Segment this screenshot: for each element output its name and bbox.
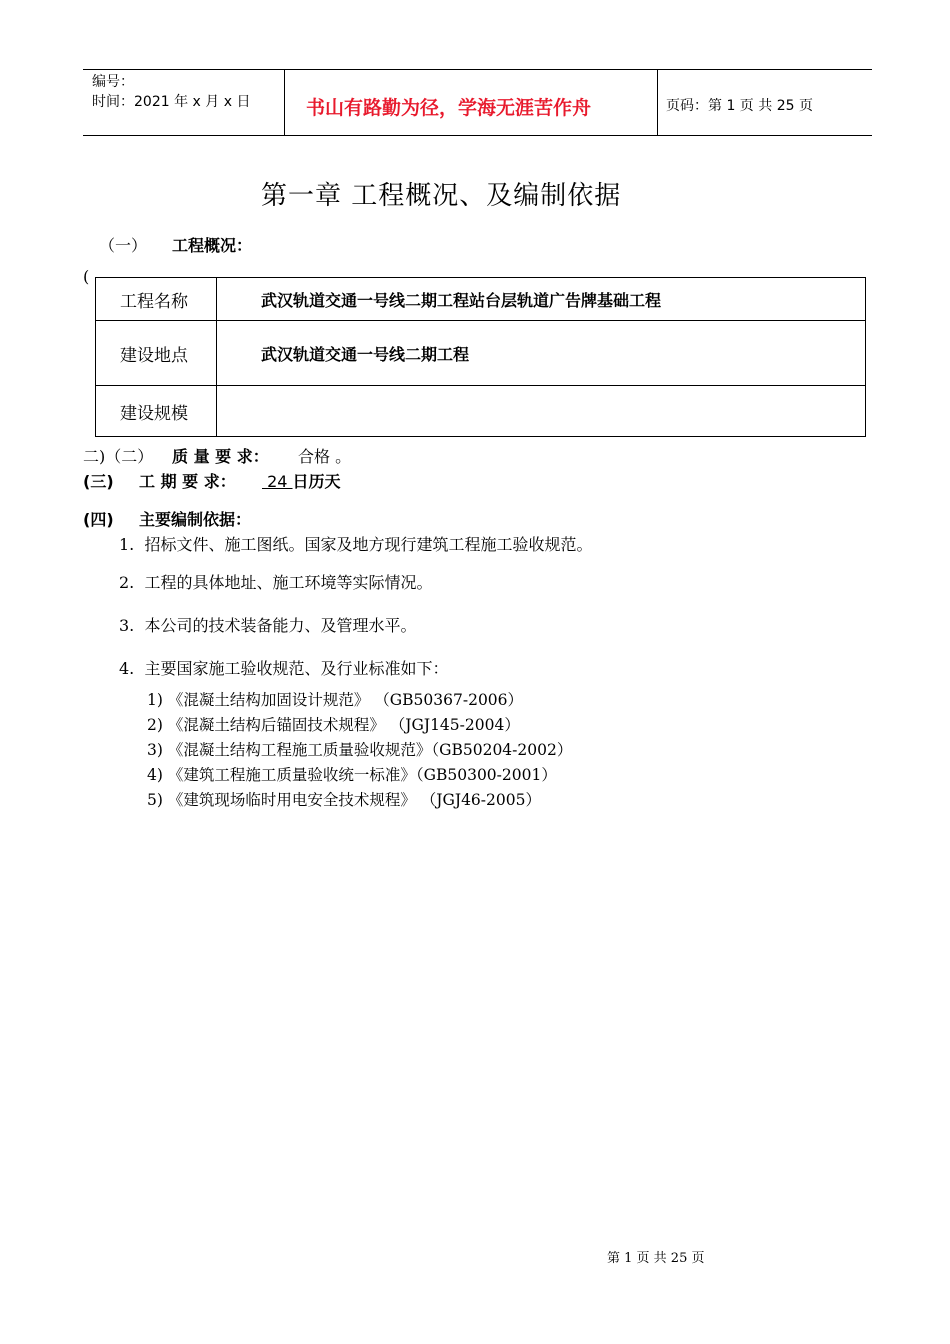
basis-item: 1. 招标文件、施工图纸。国家及地方现行建筑工程施工验收规范。 [119,535,593,554]
table-row [96,278,866,321]
basis-title: 主要编制依据： [139,510,252,529]
overview-title: 工程概况： [172,236,253,255]
header-bottom-rule [83,135,872,136]
basis-number: (四) [83,510,114,529]
row-value: 武汉轨道交通一号线二期工程 [217,321,866,386]
table-row [96,386,866,437]
header-motto: 书山有路勤为径，学海无涯苦作舟 [306,97,592,119]
basis-item: 2. 工程的具体地址、施工环境等实际情况。 [119,573,433,592]
row-value [217,386,866,437]
header-page-label: 页码：第 1 页 共 25 页 [666,98,813,114]
stray-bracket: ( [83,267,90,286]
quality-title: 质 量 要 求： [172,447,269,466]
table-row [96,321,866,386]
duration-unit: 日历天 [292,472,341,491]
standard-item: 2) 《混凝土结构后锚固技术规程》 （JGJ145-2004） [147,716,520,734]
page-footer: 第 1 页 共 25 页 [607,1251,705,1266]
overview-number: （一） [99,236,148,255]
duration-title: 工 期 要 求： [139,472,236,491]
quality-value: 合格 。 [298,447,352,466]
duration-line [262,469,341,492]
basis-item: 4. 主要国家施工验收规范、及行业标准如下： [119,659,449,678]
basis-item: 3. 本公司的技术装备能力、及管理水平。 [119,616,417,635]
standard-item: 5) 《建筑现场临时用电安全技术规程》 （JGJ46-2005） [147,791,541,809]
project-info-table [95,277,866,437]
duration-number: (三) [83,472,114,491]
header-divider-right [657,69,658,135]
row-label: 工程名称 [96,278,217,321]
standard-item: 4) 《建筑工程施工质量验收统一标准》（GB50300-2001） [147,766,557,784]
row-value: 武汉轨道交通一号线二期工程站台层轨道广告牌基础工程 [217,278,866,321]
quality-number: 二)（二） [83,447,154,466]
header-number-label: 编号： [92,74,134,90]
row-label: 建设地点 [96,321,217,386]
chapter-title: 第一章 工程概况、及编制依据 [261,181,622,211]
header-divider-left [284,69,285,135]
standard-item: 3) 《混凝土结构工程施工质量验收规范》（GB50204-2002） [147,741,573,759]
header-time-label: 时间：2021 年 x 月 x 日 [92,94,251,110]
duration-value: 24 [262,472,293,491]
header-top-rule [83,69,872,70]
row-label: 建设规模 [96,386,217,437]
standard-item: 1) 《混凝土结构加固设计规范》 （GB50367-2006） [147,691,524,709]
